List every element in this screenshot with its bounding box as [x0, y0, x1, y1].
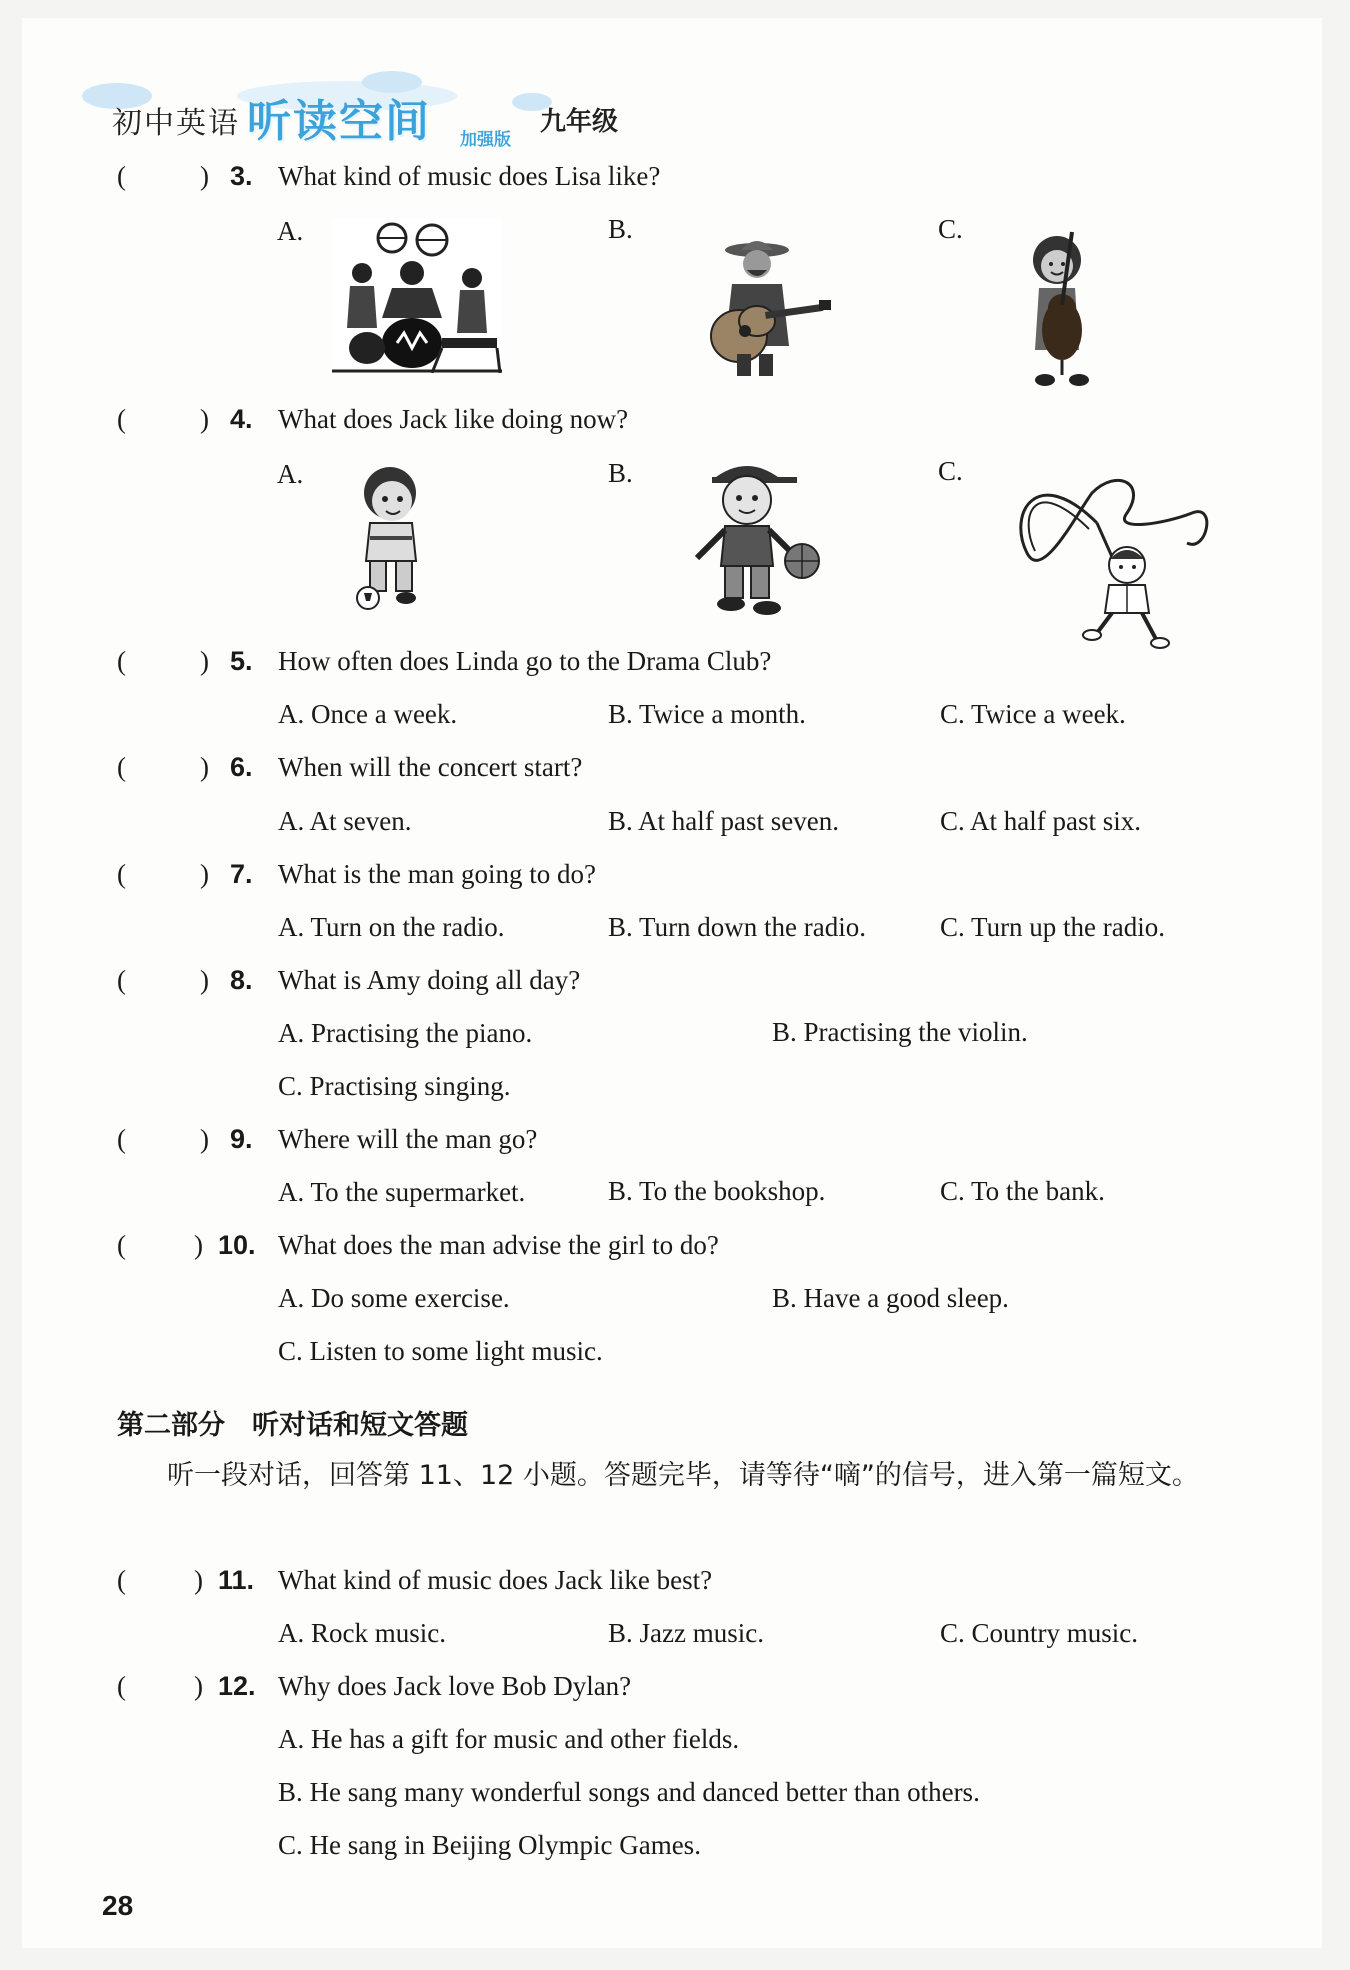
- option-label: A.: [277, 459, 304, 489]
- question-text: When will the concert start?: [278, 752, 583, 782]
- answer-paren-right: ): [200, 646, 209, 676]
- option-a: A. To the supermarket.: [278, 1177, 526, 1207]
- option-b: B. At half past seven.: [608, 806, 839, 836]
- option-c: C. To the bank.: [940, 1176, 1105, 1206]
- option-b: B. Twice a month.: [608, 699, 806, 729]
- option-a: A. At seven.: [278, 806, 412, 836]
- option-label: B.: [608, 458, 633, 488]
- option-b: B. Have a good sleep.: [772, 1283, 1009, 1313]
- page-number: 28: [102, 1890, 134, 1921]
- option-c: C. He sang in Beijing Olympic Games.: [278, 1830, 701, 1860]
- cello-girl-icon: [1017, 230, 1107, 390]
- answer-paren-right: ): [200, 404, 209, 434]
- answer-paren-right: ): [200, 965, 209, 995]
- answer-paren-right: ): [194, 1671, 203, 1701]
- option-c: C. At half past six.: [940, 806, 1141, 836]
- question-text: What does the man advise the girl to do?: [278, 1230, 719, 1260]
- answer-paren-left: (: [117, 1230, 126, 1260]
- option-c: C. Country music.: [940, 1618, 1139, 1648]
- answer-paren-right: ): [200, 161, 209, 191]
- country-guitarist-icon: [697, 236, 832, 376]
- option-c: C. Listen to some light music.: [278, 1336, 603, 1366]
- option-a: A. Rock music.: [278, 1618, 446, 1648]
- workbook-page: [22, 18, 1322, 1948]
- question-text: What does Jack like doing now?: [278, 404, 629, 434]
- answer-paren-right: ): [194, 1230, 203, 1260]
- question-number: 12.: [218, 1671, 256, 1701]
- soccer-boy-icon: [340, 463, 440, 613]
- option-c: C. Turn up the radio.: [940, 912, 1166, 942]
- section-instruction: 听一段对话，回答第 11、12 小题。答题完毕，请等待“嘀”的信号，进入第一篇短文。: [167, 1460, 1199, 1491]
- option-label: C.: [938, 456, 963, 486]
- question-number: 6.: [230, 752, 253, 782]
- header-edition: 加强版: [460, 130, 511, 150]
- answer-paren-right: ): [200, 859, 209, 889]
- answer-paren-left: (: [117, 1671, 126, 1701]
- answer-paren-left: (: [117, 752, 126, 782]
- question-number: 9.: [230, 1124, 253, 1154]
- section-title: 第二部分 听对话和短文答题: [117, 1410, 468, 1441]
- header-brand-logo: 听读空间: [247, 96, 431, 147]
- answer-paren-left: (: [117, 965, 126, 995]
- header-grade: 九年级: [540, 107, 619, 137]
- rock-band-icon: [332, 218, 502, 373]
- option-label: B.: [608, 214, 633, 244]
- question-text: Where will the man go?: [278, 1124, 538, 1154]
- question-text: Why does Jack love Bob Dylan?: [278, 1671, 632, 1701]
- question-number: 5.: [230, 646, 253, 676]
- answer-paren-right: ): [200, 752, 209, 782]
- option-c: C. Twice a week.: [940, 699, 1126, 729]
- answer-paren-left: (: [117, 1565, 126, 1595]
- option-a: A. Turn on the radio.: [278, 912, 505, 942]
- answer-paren-left: (: [117, 646, 126, 676]
- option-a: A. Once a week.: [278, 699, 458, 729]
- answer-paren-right: ): [200, 1124, 209, 1154]
- option-b: B. To the bookshop.: [608, 1176, 826, 1206]
- ribbon-dancer-icon: [997, 473, 1222, 653]
- basketball-boy-icon: [687, 458, 827, 618]
- option-b: B. Turn down the radio.: [608, 912, 867, 942]
- option-a: A. Do some exercise.: [278, 1283, 510, 1313]
- question-text: What is Amy doing all day?: [278, 965, 581, 995]
- option-b: B. He sang many wonderful songs and danced better than others.: [278, 1777, 980, 1807]
- option-label: A.: [277, 216, 304, 246]
- answer-paren-left: (: [117, 1124, 126, 1154]
- question-number: 8.: [230, 965, 253, 995]
- question-number: 4.: [230, 404, 253, 434]
- question-text: What is the man going to do?: [278, 859, 596, 889]
- header-series-title: 初中英语: [112, 106, 240, 141]
- question-number: 11.: [218, 1565, 255, 1595]
- question-text: What kind of music does Jack like best?: [278, 1565, 713, 1595]
- answer-paren-left: (: [117, 859, 126, 889]
- option-label: C.: [938, 214, 963, 244]
- question-number: 7.: [230, 859, 253, 889]
- question-number: 10.: [218, 1230, 256, 1260]
- page-header: [62, 63, 662, 153]
- option-b: B. Jazz music.: [608, 1618, 764, 1648]
- question-text: How often does Linda go to the Drama Club?: [278, 646, 772, 676]
- answer-paren-left: (: [117, 161, 126, 191]
- question-number: 3.: [230, 161, 253, 191]
- option-a: A. He has a gift for music and other fields.: [278, 1724, 740, 1754]
- option-c: C. Practising singing.: [278, 1071, 511, 1101]
- answer-paren-right: ): [194, 1565, 203, 1595]
- option-a: A. Practising the piano.: [278, 1018, 533, 1048]
- question-text: What kind of music does Lisa like?: [278, 161, 661, 191]
- option-b: B. Practising the violin.: [772, 1017, 1028, 1047]
- answer-paren-left: (: [117, 404, 126, 434]
